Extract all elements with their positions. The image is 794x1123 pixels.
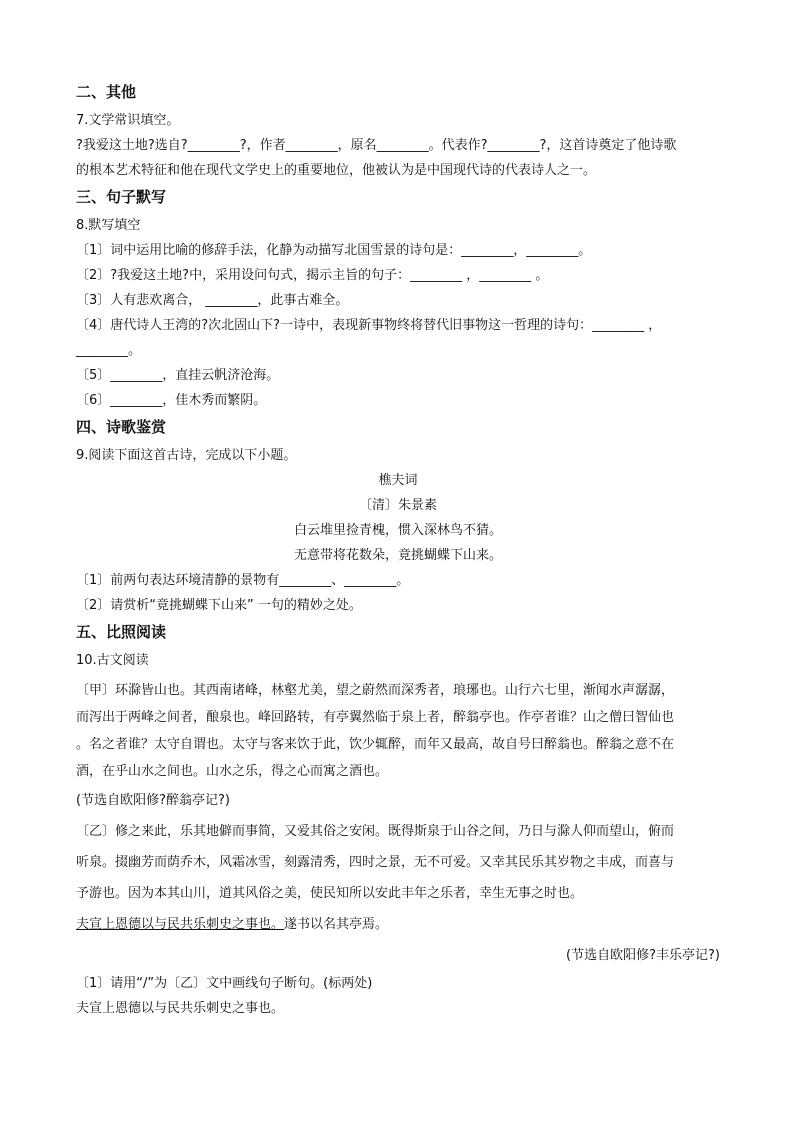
section-2-title: 二、其他 [76, 83, 137, 101]
passage-yi-line-1: 〔乙〕修之来此，乐其地僻而事简，又爱其俗之安闲。既得斯泉于山谷之间，乃日与滁人仰而望山，俯而 [76, 824, 675, 839]
question-10-sub-1: 〔1〕请用“/”为〔乙〕文中画线句子断句。(标两处) [76, 976, 373, 991]
underlined-sentence: 夫宣上恩德以与民共乐刺史之事也。 [76, 917, 285, 932]
question-7-line-1: ?我爱这土地?选自?________?，作者________，原名________。代表作?________?，这首诗奠定了他诗歌 [76, 138, 677, 153]
poem-author: 〔清〕朱景素 [358, 498, 437, 513]
passage-jia-source: (节选自欧阳修?醉翁亭记?) [76, 793, 230, 808]
section-3-title: 三、句子默写 [76, 188, 167, 206]
question-8-item-1: 〔1〕词中运用比喻的修辞手法，化静为动描写北国雪景的诗句是：________，________。 [76, 243, 592, 258]
question-10-stem: 10.古文阅读 [76, 653, 149, 668]
question-7-stem: 7.文学常识填空。 [76, 113, 180, 128]
section-5-title: 五、比照阅读 [76, 623, 167, 641]
passage-jia-line-2: 而泻出于两峰之间者，酿泉也。峰回路转，有亭翼然临于泉上者，醉翁亭也。作亭者谁？山之僧曰智仙也 [76, 710, 675, 725]
passage-jia-line-1: 〔甲〕环滁皆山也。其西南诸峰，林壑尤美，望之蔚然而深秀者，琅琊也。山行六七里，渐闻水声潺潺， [76, 683, 675, 698]
question-7-line-2: 的根本艺术特征和他在现代文学史上的重要地位，他被认为是中国现代诗的代表诗人之一。 [76, 163, 597, 178]
section-4-title: 四、诗歌鉴赏 [76, 418, 167, 436]
question-9-stem: 9.阅读下面这首古诗，完成以下小题。 [76, 448, 297, 463]
question-8-item-2: 〔2〕?我爱这土地?中，采用设问句式，揭示主旨的句子：________ ，________ 。 [76, 268, 549, 283]
question-8-item-3: 〔3〕人有悲欢离合， ________，此事古难全。 [76, 293, 349, 308]
poem-title: 樵夫词 [378, 473, 418, 488]
exam-page [76, 78, 720, 1021]
passage-yi-line-3: 予游也。因为本其山川，道其风俗之美，使民知所以安此丰年之乐者，幸生无事之时也。 [76, 886, 584, 901]
passage-jia-line-4: 酒，在乎山水之间也。山水之乐，得之心而寓之酒也。 [76, 764, 389, 779]
poem-line-2: 无意带将花数朵，竟挑蝴蝶下山来。 [293, 548, 502, 563]
passage-yi-tail: 遂书以名其亭焉。 [284, 917, 389, 932]
question-9-sub-2: 〔2〕请赏析“竟挑蝴蝶下山来” 一句的精妙之处。 [76, 598, 362, 613]
question-10-sub-1-sentence: 夫宣上恩德以与民共乐刺史之事也。 [76, 1001, 285, 1016]
question-8-item-4: 〔4〕唐代诗人王湾的?次北固山下?一诗中，表现新事物终将替代旧事物这一哲理的诗句：________ ， [76, 318, 662, 333]
question-9-sub-1: 〔1〕前两句表达环境清静的景物有________、________。 [76, 573, 410, 588]
passage-yi-line-4 [76, 909, 720, 940]
question-8-item-5: 〔5〕________，直挂云帆济沧海。 [76, 368, 280, 383]
question-8-item-6: 〔6〕________，佳木秀而繁阴。 [76, 393, 267, 408]
question-8-item-4-cont: ________。 [76, 343, 142, 358]
passage-yi-source: (节选自欧阳修?丰乐亭记?) [566, 948, 720, 963]
passage-yi-line-2: 听泉。掇幽芳而荫乔木，风霜冰雪，刻露清秀，四时之景，无不可爱。又幸其民乐其岁物之丰成，而喜与 [76, 855, 675, 870]
passage-jia-line-3: 。名之者谁？太守自谓也。太守与客来饮于此，饮少辄醉，而年又最高，故自号曰醉翁也。醉翁之意不在 [76, 737, 675, 752]
question-8-stem: 8.默写填空 [76, 218, 141, 233]
poem-line-1: 白云堆里捡青槐，惯入深林鸟不猜。 [293, 523, 502, 538]
